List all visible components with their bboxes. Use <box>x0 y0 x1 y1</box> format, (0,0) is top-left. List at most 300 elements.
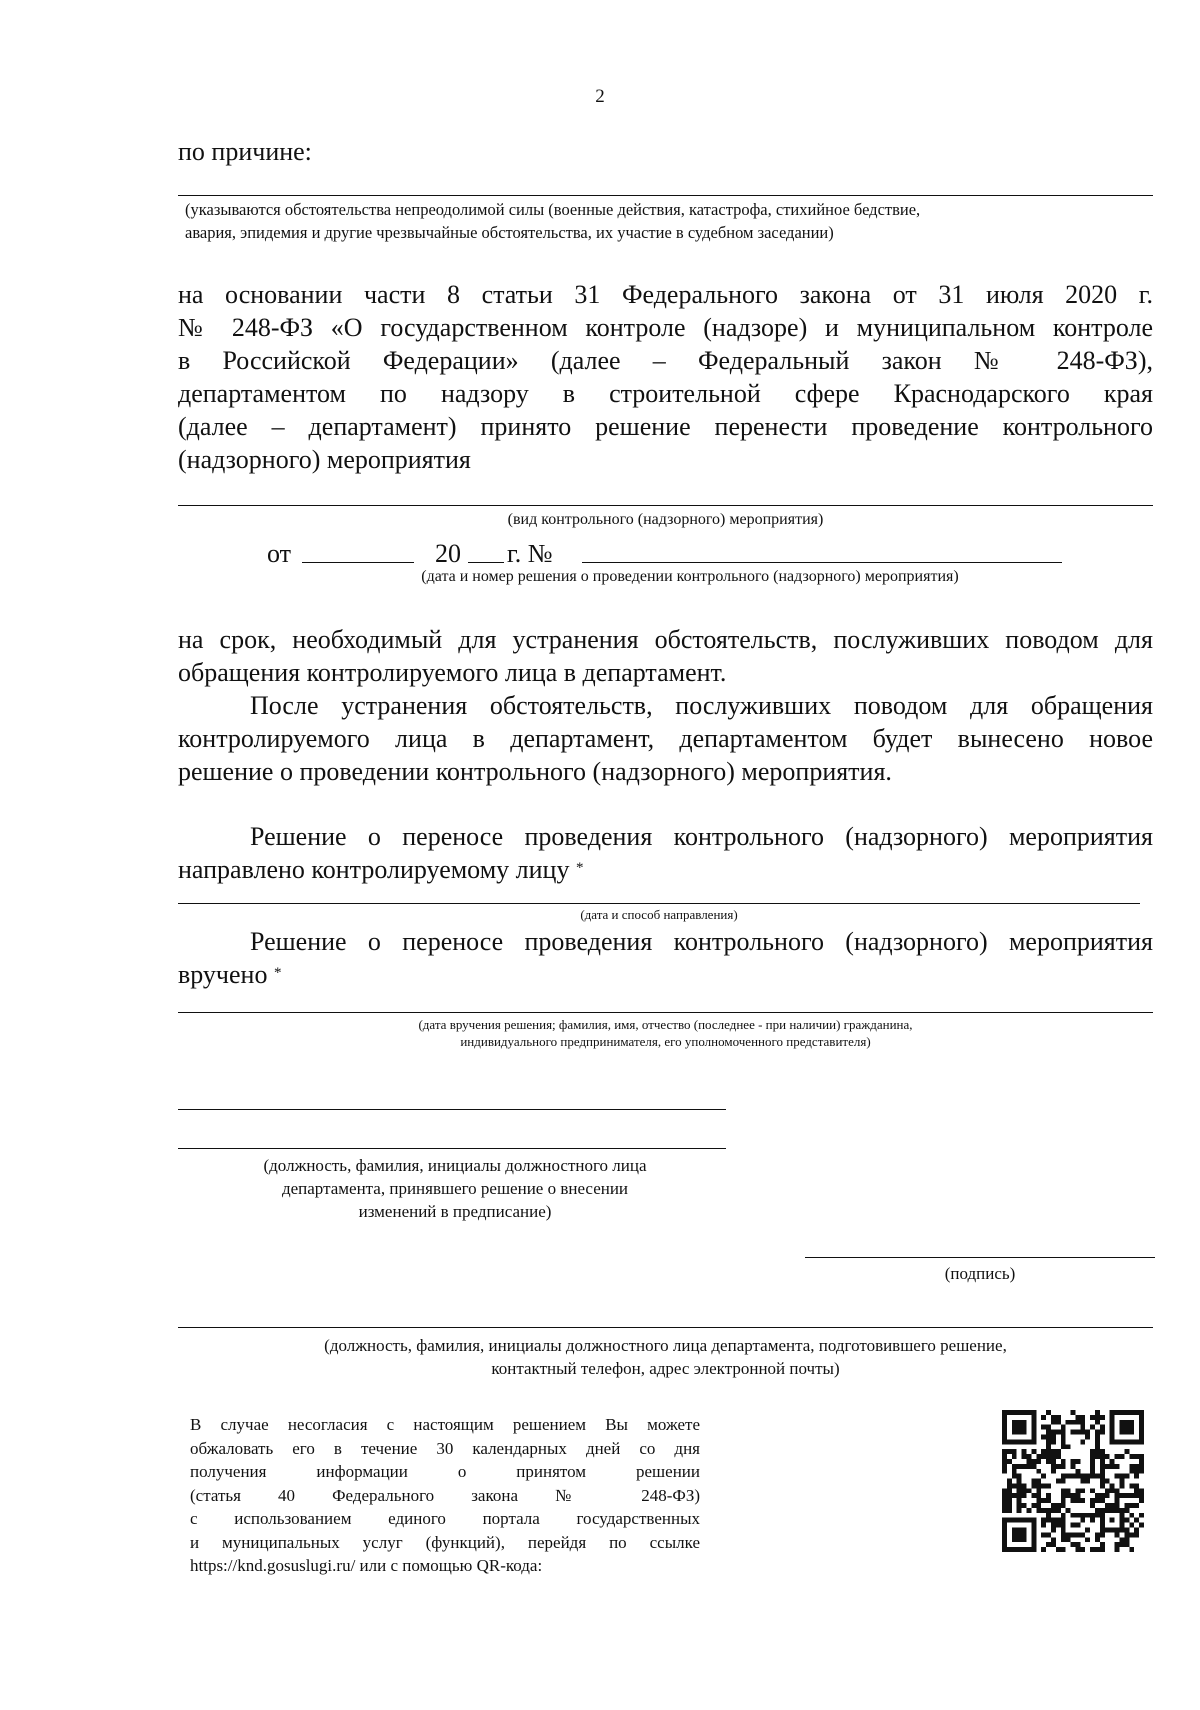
qr-module <box>1026 1547 1031 1552</box>
date-caption: (дата и номер решения о проведении контрольного (надзорного) мероприятия) <box>421 568 959 585</box>
qr-module <box>1075 1488 1080 1493</box>
qr-module <box>1120 1474 1125 1479</box>
qr-module <box>1012 1493 1017 1498</box>
qr-module <box>1115 1542 1120 1547</box>
qr-module <box>1095 1449 1100 1454</box>
qr-module <box>1051 1434 1056 1439</box>
reason-line <box>178 195 1153 196</box>
qr-module <box>1022 1439 1027 1444</box>
reason-caption <box>170 198 1125 244</box>
qr-module <box>1002 1464 1007 1469</box>
qr-module <box>1129 1454 1134 1459</box>
qr-module <box>1110 1420 1115 1425</box>
qr-module <box>1031 1483 1036 1488</box>
qr-module <box>1129 1464 1134 1469</box>
qr-module <box>1031 1532 1036 1537</box>
qr-module <box>1031 1415 1036 1420</box>
qr-module <box>1115 1547 1120 1552</box>
qr-module <box>1031 1434 1036 1439</box>
qr-module <box>1075 1523 1080 1528</box>
appeal-line: с использованием единого портала государственных <box>190 1509 700 1528</box>
qr-module <box>1090 1503 1095 1508</box>
qr-module <box>1051 1528 1056 1533</box>
qr-module <box>1056 1449 1061 1454</box>
qr-module <box>1041 1449 1046 1454</box>
qr-module <box>1022 1425 1027 1430</box>
qr-module <box>1031 1493 1036 1498</box>
qr-module <box>1095 1532 1100 1537</box>
qr-module <box>1017 1547 1022 1552</box>
signature-line <box>805 1257 1155 1258</box>
appeal-link[interactable]: https://knd.gosuslugi.ru/ или с помощью QR-кода: <box>190 1556 543 1575</box>
qr-module <box>1075 1532 1080 1537</box>
qr-module <box>1071 1542 1076 1547</box>
qr-module <box>1120 1523 1125 1528</box>
qr-module <box>1095 1430 1100 1435</box>
qr-module <box>1002 1508 1007 1513</box>
qr-module <box>1017 1503 1022 1508</box>
qr-module <box>1002 1532 1007 1537</box>
qr-module <box>1080 1498 1085 1503</box>
qr-module <box>1051 1430 1056 1435</box>
qr-module <box>1071 1493 1076 1498</box>
qr-module <box>1046 1513 1051 1518</box>
qr-module <box>1120 1493 1125 1498</box>
qr-module <box>1026 1410 1031 1415</box>
date-number-blank <box>582 562 1062 563</box>
date-year-suffix: г. № <box>507 539 553 568</box>
qr-module <box>1115 1488 1120 1493</box>
qr-module <box>1041 1498 1046 1503</box>
qr-module <box>1046 1439 1051 1444</box>
qr-module <box>1110 1528 1115 1533</box>
basis-line: № 248-ФЗ «О государственном контроле (надзоре) и муниципальном контроле <box>178 313 1153 342</box>
qr-module <box>1095 1420 1100 1425</box>
qr-module <box>1051 1439 1056 1444</box>
qr-module <box>1095 1415 1100 1420</box>
qr-module <box>1124 1474 1129 1479</box>
qr-module <box>1056 1503 1061 1508</box>
qr-module <box>1002 1498 1007 1503</box>
qr-module <box>1124 1503 1129 1508</box>
qr-module <box>1046 1493 1051 1498</box>
basis-line: департаментом по надзору в строительной сфере Краснодарского края <box>178 379 1153 408</box>
qr-module <box>1134 1439 1139 1444</box>
qr-module <box>1139 1410 1144 1415</box>
qr-module <box>1115 1464 1120 1469</box>
appeal-line: и муниципальных услуг (функций), перейдя по ссылке <box>190 1532 700 1552</box>
qr-module <box>1071 1420 1076 1425</box>
qr-module <box>1061 1474 1066 1479</box>
qr-module <box>1105 1503 1110 1508</box>
qr-module <box>1100 1449 1105 1454</box>
qr-module <box>1075 1415 1080 1420</box>
qr-module <box>1115 1528 1120 1533</box>
qr-module <box>1061 1547 1066 1552</box>
qr-module <box>1007 1459 1012 1464</box>
qr-module <box>1129 1420 1134 1425</box>
qr-module <box>1105 1508 1110 1513</box>
qr-module <box>1139 1420 1144 1425</box>
qr-module <box>1002 1434 1007 1439</box>
handed-line: Решение о переносе проведения контрольного (надзорного) мероприятия <box>250 927 1153 956</box>
qr-module <box>1007 1508 1012 1513</box>
qr-module <box>1080 1425 1085 1430</box>
qr-module <box>1002 1439 1007 1444</box>
qr-module <box>1124 1542 1129 1547</box>
qr-module <box>1002 1410 1007 1415</box>
qr-module <box>1095 1493 1100 1498</box>
qr-module <box>1129 1503 1134 1508</box>
date-year-prefix: 20 <box>435 539 461 568</box>
qr-module <box>1075 1498 1080 1503</box>
qr-module <box>1090 1464 1095 1469</box>
qr-module <box>1012 1449 1017 1454</box>
qr-module <box>1036 1469 1041 1474</box>
qr-module <box>1012 1537 1017 1542</box>
qr-module <box>1100 1523 1105 1528</box>
qr-module <box>1066 1537 1071 1542</box>
qr-module <box>1017 1488 1022 1493</box>
qr-module <box>1007 1547 1012 1552</box>
qr-module <box>1022 1493 1027 1498</box>
qr-module <box>1026 1454 1031 1459</box>
qr-module <box>1115 1493 1120 1498</box>
qr-module <box>1031 1439 1036 1444</box>
qr-module <box>1012 1420 1017 1425</box>
qr-module <box>1061 1479 1066 1484</box>
qr-module <box>1080 1474 1085 1479</box>
qr-module <box>1051 1518 1056 1523</box>
appeal-line: В случае несогласия с настоящим решением Вы можете <box>190 1415 700 1434</box>
qr-module <box>1017 1425 1022 1430</box>
qr-module <box>1056 1523 1061 1528</box>
qr-module <box>1100 1532 1105 1537</box>
qr-module <box>1139 1430 1144 1435</box>
qr-module <box>1046 1542 1051 1547</box>
qr-module <box>1100 1513 1105 1518</box>
qr-module <box>1031 1479 1036 1484</box>
qr-module <box>1139 1415 1144 1420</box>
qr-module <box>1041 1483 1046 1488</box>
qr-module <box>1110 1503 1115 1508</box>
qr-module <box>1031 1459 1036 1464</box>
official-caption-line: (должность, фамилия, инициалы должностного лица <box>263 1156 647 1175</box>
qr-module <box>1007 1498 1012 1503</box>
qr-module <box>1056 1420 1061 1425</box>
qr-module <box>1046 1498 1051 1503</box>
qr-module <box>1041 1434 1046 1439</box>
date-from-label: от <box>267 539 292 568</box>
qr-module <box>1105 1528 1110 1533</box>
qr-module <box>1124 1439 1129 1444</box>
qr-module <box>1085 1537 1090 1542</box>
qr-module <box>1120 1542 1125 1547</box>
page-number: 2 <box>595 86 605 107</box>
qr-module <box>1129 1430 1134 1435</box>
qr-module <box>1090 1449 1095 1454</box>
qr-module <box>1022 1454 1027 1459</box>
qr-module <box>1046 1459 1051 1464</box>
qr-module <box>1026 1518 1031 1523</box>
official-caption-line: департамента, принявшего решение о внесении <box>281 1179 629 1198</box>
qr-module <box>1002 1449 1007 1454</box>
qr-module <box>1017 1508 1022 1513</box>
qr-module <box>1056 1508 1061 1513</box>
qr-module <box>1031 1523 1036 1528</box>
qr-module <box>1139 1513 1144 1518</box>
date-day-blank <box>302 562 414 563</box>
qr-module <box>1051 1508 1056 1513</box>
qr-module <box>1134 1493 1139 1498</box>
qr-module <box>1066 1508 1071 1513</box>
qr-module <box>1061 1503 1066 1508</box>
qr-module <box>1031 1518 1036 1523</box>
preparer-caption-line: контактный телефон, адрес электронной почты) <box>491 1359 840 1378</box>
qr-module <box>1002 1537 1007 1542</box>
qr-module <box>1017 1464 1022 1469</box>
qr-module <box>1124 1493 1129 1498</box>
qr-module <box>1124 1449 1129 1454</box>
qr-module <box>1090 1513 1095 1518</box>
qr-module <box>1124 1425 1129 1430</box>
qr-module <box>1115 1454 1120 1459</box>
qr-module <box>1002 1469 1007 1474</box>
qr-module <box>1012 1430 1017 1435</box>
qr-module <box>1095 1498 1100 1503</box>
qr-module <box>1085 1474 1090 1479</box>
qr-module <box>1095 1474 1100 1479</box>
qr-module <box>1129 1513 1134 1518</box>
appeal-line: (статья 40 Федерального закона № 248-ФЗ) <box>190 1485 700 1505</box>
qr-module <box>1022 1537 1027 1542</box>
qr-module <box>1139 1523 1144 1528</box>
qr-module <box>1002 1493 1007 1498</box>
qr-module <box>1095 1454 1100 1459</box>
qr-module <box>1022 1532 1027 1537</box>
qr-module <box>1012 1454 1017 1459</box>
qr-module <box>1115 1498 1120 1503</box>
qr-module <box>1110 1425 1115 1430</box>
qr-module <box>1041 1547 1046 1552</box>
sent-caption: (дата и способ направления) <box>580 907 738 922</box>
qr-module <box>1105 1454 1110 1459</box>
qr-module <box>1002 1542 1007 1547</box>
qr-module <box>1085 1434 1090 1439</box>
qr-module <box>1056 1547 1061 1552</box>
qr-module <box>1061 1498 1066 1503</box>
qr-module <box>1100 1498 1105 1503</box>
qr-module <box>1100 1459 1105 1464</box>
qr-module <box>1110 1439 1115 1444</box>
qr-module <box>1066 1488 1071 1493</box>
qr-module <box>1080 1488 1085 1493</box>
qr-module <box>1036 1479 1041 1484</box>
appeal-line: получения информации о принятом решении <box>190 1462 700 1481</box>
qr-module <box>1110 1483 1115 1488</box>
qr-module <box>1075 1459 1080 1464</box>
qr-module <box>1026 1508 1031 1513</box>
qr-module <box>1012 1464 1017 1469</box>
qr-module <box>1046 1508 1051 1513</box>
term-paragraph <box>178 623 1153 689</box>
qr-module <box>1012 1425 1017 1430</box>
qr-module <box>1026 1459 1031 1464</box>
qr-module <box>1095 1410 1100 1415</box>
qr-module <box>1095 1508 1100 1513</box>
qr-module <box>1071 1464 1076 1469</box>
qr-module <box>1017 1479 1022 1484</box>
qr-module <box>1061 1518 1066 1523</box>
qr-module <box>1036 1483 1041 1488</box>
qr-module <box>1046 1483 1051 1488</box>
qr-module <box>1051 1542 1056 1547</box>
qr-module <box>1012 1439 1017 1444</box>
qr-module <box>1100 1479 1105 1484</box>
qr-module <box>1095 1547 1100 1552</box>
qr-code-icon[interactable] <box>1002 1410 1144 1552</box>
qr-module <box>1022 1464 1027 1469</box>
qr-module <box>1046 1449 1051 1454</box>
qr-module <box>1046 1532 1051 1537</box>
qr-module <box>1031 1420 1036 1425</box>
qr-module <box>1002 1459 1007 1464</box>
qr-module <box>1046 1410 1051 1415</box>
qr-module <box>1051 1469 1056 1474</box>
qr-module <box>1007 1410 1012 1415</box>
qr-module <box>1120 1439 1125 1444</box>
qr-module <box>1110 1488 1115 1493</box>
qr-module <box>1095 1434 1100 1439</box>
handed-caption <box>178 1016 1153 1050</box>
qr-module <box>1134 1503 1139 1508</box>
qr-module <box>1100 1547 1105 1552</box>
preparer-line <box>178 1327 1153 1328</box>
qr-module <box>1071 1523 1076 1528</box>
preparer-caption <box>178 1334 1153 1380</box>
handed-paragraph <box>178 925 1153 996</box>
qr-module <box>1022 1449 1027 1454</box>
qr-module <box>1022 1410 1027 1415</box>
qr-module <box>1031 1425 1036 1430</box>
sent-line-text: направлено контролируемому лицу <box>178 855 570 884</box>
qr-module <box>1046 1518 1051 1523</box>
sent-line: Решение о переносе проведения контрольного (надзорного) мероприятия <box>250 822 1153 851</box>
reason-caption-line: (указываются обстоятельства непреодолимой силы (военные действия, катастрофа, стихийное бедствие, <box>185 200 921 219</box>
date-year-blank <box>468 562 504 563</box>
qr-module <box>1036 1459 1041 1464</box>
qr-module <box>1061 1523 1066 1528</box>
qr-module <box>1090 1425 1095 1430</box>
qr-module <box>1095 1513 1100 1518</box>
qr-module <box>1115 1532 1120 1537</box>
qr-module <box>1080 1430 1085 1435</box>
qr-module <box>1061 1537 1066 1542</box>
qr-module <box>1115 1503 1120 1508</box>
qr-module <box>1071 1498 1076 1503</box>
qr-module <box>1134 1483 1139 1488</box>
qr-module <box>1134 1518 1139 1523</box>
qr-module <box>1139 1464 1144 1469</box>
qr-module <box>1012 1469 1017 1474</box>
handed-line-last <box>178 958 1153 996</box>
qr-module <box>1017 1430 1022 1435</box>
sent-paragraph <box>178 820 1153 891</box>
qr-module <box>1036 1508 1041 1513</box>
qr-module <box>1017 1532 1022 1537</box>
qr-module <box>1061 1532 1066 1537</box>
qr-module <box>1071 1513 1076 1518</box>
qr-module <box>1129 1483 1134 1488</box>
qr-module <box>1061 1430 1066 1435</box>
qr-module <box>1066 1474 1071 1479</box>
qr-module <box>1129 1439 1134 1444</box>
qr-module <box>1022 1518 1027 1523</box>
qr-module <box>1105 1479 1110 1484</box>
qr-module <box>1012 1518 1017 1523</box>
qr-module <box>1120 1430 1125 1435</box>
qr-module <box>1022 1503 1027 1508</box>
qr-module <box>1090 1547 1095 1552</box>
qr-module <box>1134 1532 1139 1537</box>
qr-module <box>1002 1430 1007 1435</box>
qr-module <box>1056 1479 1061 1484</box>
qr-module <box>1002 1425 1007 1430</box>
qr-module <box>1017 1420 1022 1425</box>
appeal-note <box>190 1413 700 1578</box>
qr-module <box>1075 1430 1080 1435</box>
handed-line-text: вручено <box>178 960 268 989</box>
qr-module <box>1022 1528 1027 1533</box>
qr-module <box>1061 1425 1066 1430</box>
qr-module <box>1085 1430 1090 1435</box>
qr-module <box>1056 1464 1061 1469</box>
qr-module <box>1090 1469 1095 1474</box>
qr-module <box>1007 1479 1012 1484</box>
qr-module <box>1056 1518 1061 1523</box>
qr-module <box>1120 1425 1125 1430</box>
qr-module <box>1026 1488 1031 1493</box>
qr-module <box>1080 1547 1085 1552</box>
qr-module <box>1120 1508 1125 1513</box>
qr-module <box>1105 1493 1110 1498</box>
qr-module <box>1051 1454 1056 1459</box>
qr-module <box>1031 1528 1036 1533</box>
qr-module <box>1002 1420 1007 1425</box>
sent-line-blank <box>178 903 1140 904</box>
qr-module <box>1007 1518 1012 1523</box>
qr-module <box>1046 1444 1051 1449</box>
handed-caption-line: индивидуального предпринимателя, его уполномоченного представителя) <box>460 1034 871 1049</box>
qr-module <box>1124 1518 1129 1523</box>
qr-module <box>1120 1528 1125 1533</box>
qr-module <box>1110 1518 1115 1523</box>
qr-module <box>1110 1434 1115 1439</box>
qr-module <box>1061 1444 1066 1449</box>
qr-module <box>1134 1410 1139 1415</box>
qr-module <box>1124 1532 1129 1537</box>
qr-module <box>1017 1439 1022 1444</box>
qr-module <box>1066 1532 1071 1537</box>
qr-module <box>1022 1488 1027 1493</box>
qr-module <box>1075 1469 1080 1474</box>
qr-module <box>1129 1469 1134 1474</box>
qr-module <box>1071 1459 1076 1464</box>
qr-module <box>1139 1434 1144 1439</box>
qr-module <box>1075 1542 1080 1547</box>
qr-module <box>1002 1547 1007 1552</box>
qr-module <box>1095 1537 1100 1542</box>
